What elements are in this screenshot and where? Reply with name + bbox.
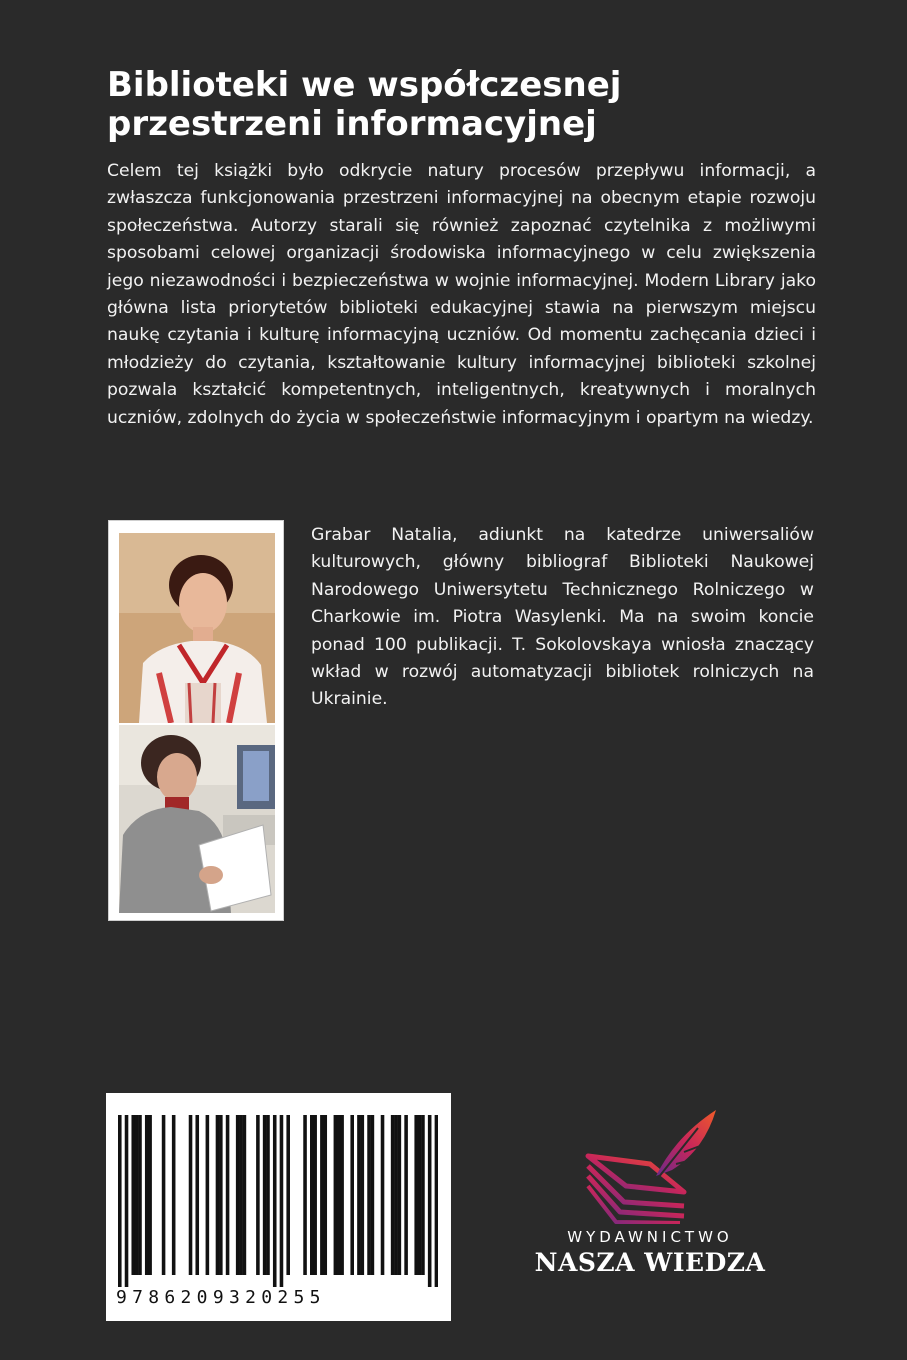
barcode-bar	[286, 1115, 290, 1275]
barcode-bar	[131, 1115, 135, 1275]
barcode-bar	[371, 1115, 375, 1275]
barcode-bar	[310, 1115, 314, 1275]
barcode-bar	[320, 1115, 324, 1275]
book-title	[107, 66, 807, 144]
barcode-bar	[404, 1115, 408, 1275]
barcode-bar	[334, 1115, 338, 1275]
barcode-bar	[135, 1115, 139, 1275]
barcode-bar	[236, 1115, 240, 1275]
barcode-bar	[337, 1115, 341, 1275]
isbn-number: 9786209320255	[116, 1287, 326, 1308]
author-photos	[108, 520, 284, 921]
book-quill-icon	[580, 1106, 720, 1224]
barcode-bar	[435, 1115, 438, 1287]
barcode-bar	[219, 1115, 223, 1275]
author-photo-2	[119, 725, 275, 913]
barcode-bar	[428, 1115, 432, 1287]
barcode-bar	[357, 1115, 361, 1275]
barcode-bar	[138, 1115, 142, 1275]
author-portrait-woman-2	[119, 725, 275, 913]
publisher-label: WYDAWNICTWO	[567, 1228, 733, 1246]
barcode-bar	[162, 1115, 166, 1275]
barcode-bar	[256, 1115, 260, 1275]
barcode-bar	[273, 1115, 277, 1287]
barcode-bar	[421, 1115, 425, 1275]
barcode-bar	[418, 1115, 422, 1275]
barcode-bar	[381, 1115, 385, 1275]
barcode-bar	[263, 1115, 267, 1275]
title-line-2: przestrzeni informacyjnej	[107, 104, 597, 144]
barcode-bar	[206, 1115, 210, 1275]
barcode-bar	[398, 1115, 402, 1275]
publisher-name: NASZA WIEDZA	[534, 1248, 766, 1277]
barcode-bar	[391, 1115, 395, 1275]
barcode-bar	[145, 1115, 149, 1275]
barcode-bars	[118, 1115, 438, 1287]
barcode-bar	[216, 1115, 220, 1275]
barcode-bar	[266, 1115, 270, 1275]
author-photo-1	[119, 533, 275, 723]
barcode-bar	[361, 1115, 365, 1275]
barcode-bar	[323, 1115, 327, 1275]
barcode-bar	[280, 1115, 284, 1287]
barcode-bar	[226, 1115, 230, 1275]
barcode-bar	[195, 1115, 199, 1275]
author-bio: Grabar Natalia, adiunkt na katedrze uniwersaliów kulturowych, główny bibliograf Biblioteki Naukowej Narodowego Uniwersytetu Technicznego Rolniczego w Charkowie im. Piotra Wasylenki. Ma na swoim koncie ponad 100 publikacji. T. Sokolovskaya wniosła znaczący wkład w rozwój automatyzacji bibliotek rolniczych na Ukrainie.	[311, 525, 814, 710]
barcode-bar	[313, 1115, 317, 1275]
barcode-bar	[243, 1115, 247, 1275]
barcode-bar	[394, 1115, 398, 1275]
barcode-bar	[172, 1115, 176, 1275]
barcode-bar	[118, 1115, 122, 1287]
title-line-1: Biblioteki we współczesnej	[107, 65, 622, 105]
barcode-bar	[303, 1115, 307, 1275]
publisher-logo	[530, 1098, 770, 1298]
barcode-bar	[148, 1115, 152, 1275]
book-description: Celem tej książki było odkrycie natury procesów przepływu informacji, a zwłaszcza funkcjonowania przestrzeni informacyjnej na obecnym etapie rozwoju społeczeństwa. Autorzy starali się również zapoznać czytelnika z możliwymi sposobami celowej organizacji środowiska informacyjnego w celu zwiększenia jego niezawodności i bezpieczeństwa w wojnie informacyjnej. Modern Library jako główna lista priorytetów biblioteki edukacyjnej stawia na pierwszym miejscu naukę czytania i kulturę informacyjną uczniów. Od momentu zachęcania dzieci i młodzieży do czytania, kształtowanie kultury informacyjnej biblioteki szkolnej pozwala kształcić kompetentnych, inteligentnych, kreatywnych i moralnych uczniów, zdolnych do życia w społeczeństwie informacyjnym i opartym na wiedzy.	[107, 161, 816, 428]
barcode-bar	[189, 1115, 193, 1275]
barcode-bar	[239, 1115, 243, 1275]
barcode-bar	[350, 1115, 354, 1275]
author-portrait-woman-1	[119, 533, 275, 723]
barcode-bar	[340, 1115, 344, 1275]
barcode-bar	[367, 1115, 371, 1275]
isbn-barcode	[106, 1093, 451, 1321]
barcode-bar	[414, 1115, 418, 1275]
barcode-bar	[125, 1115, 129, 1287]
